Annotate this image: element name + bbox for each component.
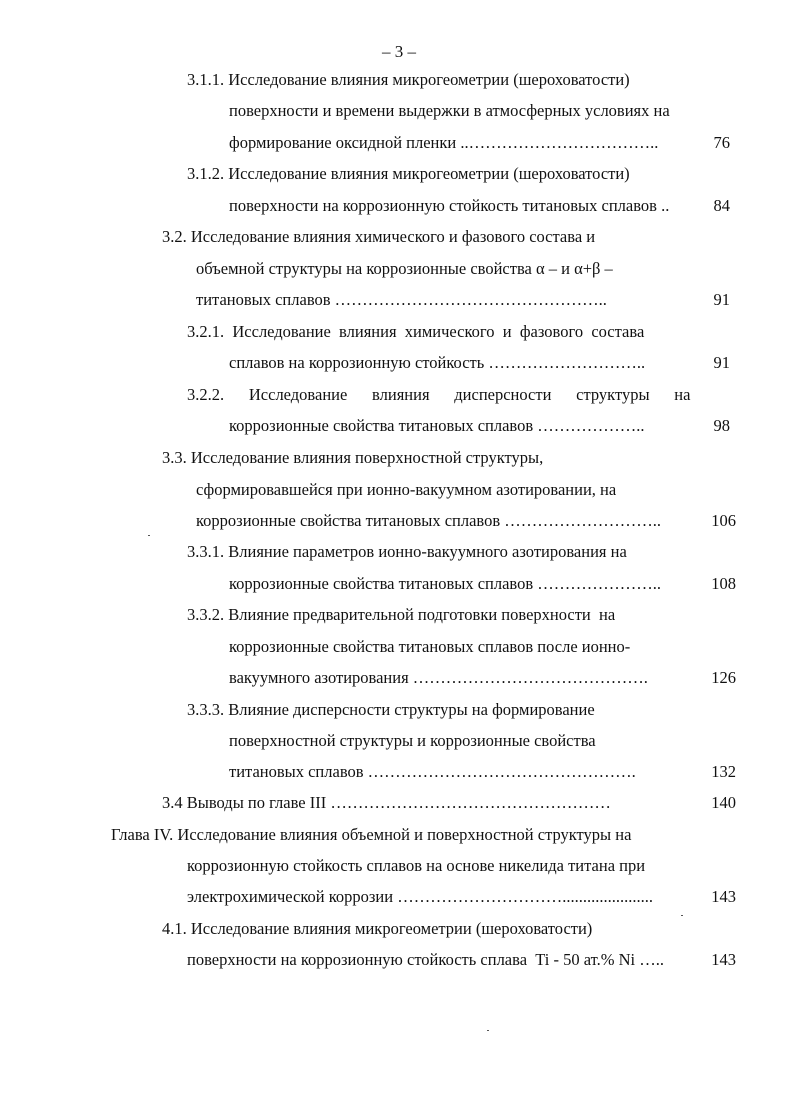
toc-line: коррозионные свойства титановых сплавов ………………..: [229, 416, 645, 435]
toc-line: 3.1.2. Исследование влияния микрогеометрии (шероховатости): [187, 164, 630, 183]
scan-speck: [681, 915, 683, 916]
toc-line: 3.1.1. Исследование влияния микрогеометрии (шероховатости): [187, 70, 630, 89]
toc-line: 3.3. Исследование влияния поверхностной структуры,: [162, 448, 544, 467]
toc-line: 3.2.1. Исследование влияния химического и фазового состава: [187, 322, 645, 341]
toc-line: коррозионные свойства титановых сплавов …………………..: [229, 574, 662, 593]
toc-page-number: 126: [711, 668, 736, 687]
toc-page-number: 98: [713, 416, 730, 435]
toc-line: 3.3.3. Влияние дисперсности структуры на формирование: [187, 700, 595, 719]
toc-line: сплавов на коррозионную стойкость ………………………..: [229, 353, 646, 372]
toc-line: поверхностной структуры и коррозионные свойства: [229, 731, 596, 750]
toc-page-number: 140: [711, 793, 736, 812]
scan-speck: [148, 535, 150, 536]
toc-page-number: 132: [711, 762, 736, 781]
toc-line: 3.2. Исследование влияния химического и фазового состава и: [162, 227, 596, 246]
toc-line: электрохимической коррозии …………………………......................: [187, 887, 653, 906]
toc-page-number: 106: [711, 511, 736, 530]
toc-line: вакуумного азотирования …………………………………….: [229, 668, 648, 687]
toc-page-number: 76: [713, 133, 730, 152]
toc-line: сформировавшейся при ионно-вакуумном азотировании, на: [196, 480, 617, 499]
toc-page-number: 108: [711, 574, 736, 593]
toc-page-number: 84: [713, 196, 730, 215]
toc-line: титановых сплавов ………………………………………….: [229, 762, 636, 781]
toc-line: поверхности на коррозионную стойкость титановых сплавов ..: [229, 196, 670, 215]
toc-line: 3.4 Выводы по главе III ……………………………………………: [162, 793, 611, 812]
toc-page-number: 91: [713, 290, 730, 309]
toc-line: титановых сплавов …………………………………………..: [196, 290, 607, 309]
toc-page-number: 143: [711, 950, 736, 969]
toc-line: 3.3.2. Влияние предварительной подготовки поверхности на: [187, 605, 616, 624]
toc-line: коррозионные свойства титановых сплавов после ионно-: [229, 637, 631, 656]
toc-line: формирование оксидной пленки ..……………………………..: [229, 133, 659, 152]
toc-line: коррозионные свойства титановых сплавов ………………………..: [196, 511, 662, 530]
page-number: – 3 –: [382, 42, 416, 61]
toc-line: поверхности на коррозионную стойкость сплава Ti - 50 ат.% Ni …..: [187, 950, 664, 969]
toc-line: 3.2.2. Исследование влияния дисперсности структуры на: [187, 385, 691, 404]
toc-line: 3.3.1. Влияние параметров ионно-вакуумного азотирования на: [187, 542, 627, 561]
toc-line: 4.1. Исследование влияния микрогеометрии (шероховатости): [162, 919, 593, 938]
toc-line: коррозионную стойкость сплавов на основе никелида титана при: [187, 856, 646, 875]
toc-line: объемной структуры на коррозионные свойства α – и α+β –: [196, 259, 613, 278]
scan-speck: [487, 1030, 489, 1031]
toc-line: Глава IV. Исследование влияния объемной и поверхностной структуры на: [111, 825, 632, 844]
toc-line: поверхности и времени выдержки в атмосферных условиях на: [229, 101, 670, 120]
toc-page-number: 143: [711, 887, 736, 906]
toc-page-number: 91: [713, 353, 730, 372]
